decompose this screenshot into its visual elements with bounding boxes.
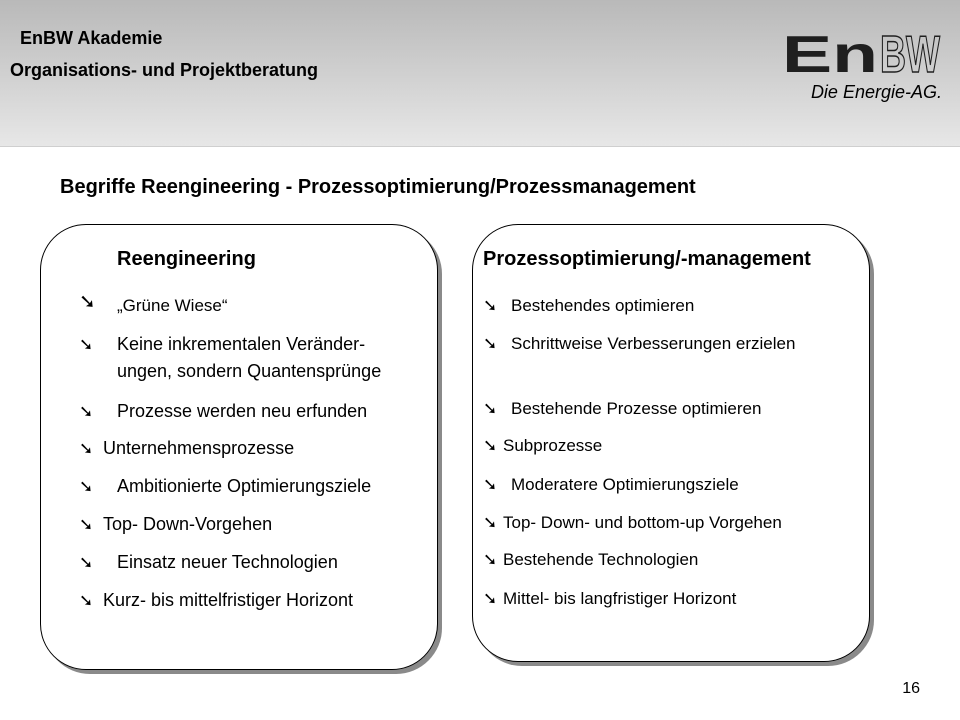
down-right-arrow-icon: ➘ — [483, 589, 498, 608]
down-right-arrow-icon: ➘ — [483, 296, 498, 315]
page-number: 16 — [902, 680, 920, 697]
logo-text-bw: BW — [880, 26, 941, 84]
process-optimization-box: Prozessoptimierung/-management ➘ Bestehendes optimieren ➘ Schrittweise Verbesserungen erzielen ➘ Bestehende Prozesse optimieren ➘ Subprozesse ➘ Moderatere Optimierungsziele ➘ Top- Down- und bottom-up Vorgehen ➘ Bestehende Technologien ➘ Mittel- bis langfristiger Horizont — [472, 224, 870, 662]
down-right-arrow-icon: ➘ — [483, 475, 498, 494]
down-right-arrow-icon: ➘ — [483, 436, 498, 455]
reengineering-box: Reengineering ➘ „Grüne Wiese“ ➘ Keine inkrementalen Veränder- ungen, sondern Quantensprünge ➘ Prozesse werden neu erfunden ➘ Unternehmensprozesse ➘ Ambitionierte Optimierungsziele ➘ Top- Down-Vorgehen ➘ Einsatz neuer Technologien ➘ Kurz- bis mittelfristiger Horizont — [40, 224, 438, 670]
down-right-arrow-icon: ➘ — [483, 550, 498, 569]
down-right-arrow-icon: ➘ — [79, 439, 94, 458]
down-right-arrow-icon: ➘ — [79, 591, 94, 610]
down-right-arrow-icon: ➘ — [79, 291, 96, 313]
logo-text-en: En — [782, 26, 878, 84]
down-right-arrow-icon: ➘ — [79, 515, 94, 534]
header-academy: EnBW Akademie — [20, 28, 163, 48]
header-department: Organisations- und Projektberatung — [10, 60, 319, 80]
down-right-arrow-icon: ➘ — [483, 399, 498, 418]
reengineering-title: Reengineering — [117, 248, 256, 270]
header-band — [0, 0, 960, 147]
down-right-arrow-icon: ➘ — [79, 553, 94, 572]
down-right-arrow-icon: ➘ — [79, 477, 94, 496]
page-title: Begriffe Reengineering - Prozessoptimierung/Prozessmanagement — [60, 176, 696, 198]
down-right-arrow-icon: ➘ — [79, 335, 94, 354]
enbw-logo — [782, 26, 942, 84]
list-item-continuation: ungen, sondern Quantensprünge — [117, 361, 382, 381]
tagline: Die Energie-AG. — [810, 82, 942, 102]
process-optimization-title: Prozessoptimierung/-management — [483, 248, 811, 270]
down-right-arrow-icon: ➘ — [483, 334, 498, 353]
down-right-arrow-icon: ➘ — [483, 513, 498, 532]
down-right-arrow-icon: ➘ — [79, 402, 94, 421]
